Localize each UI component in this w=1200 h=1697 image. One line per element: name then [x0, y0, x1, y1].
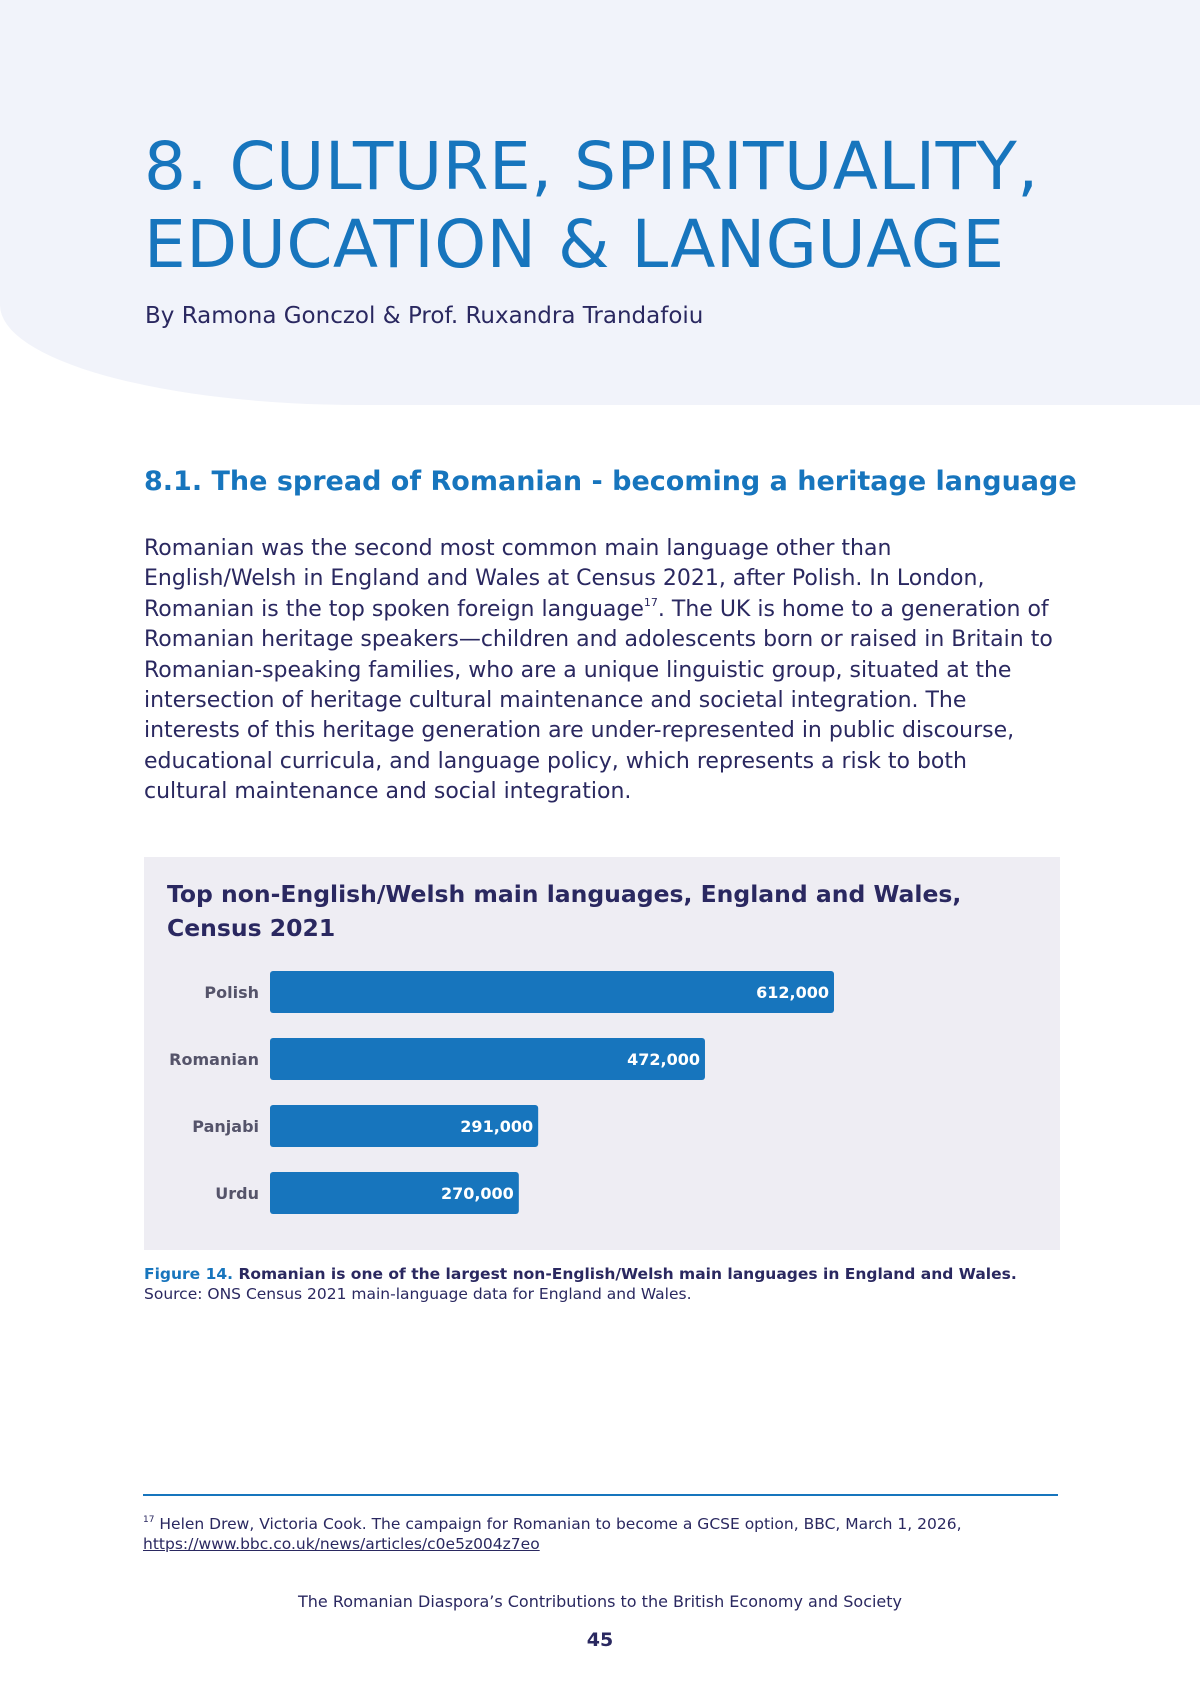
- paragraph-line-text: . The UK is home to a generation of: [657, 596, 1049, 622]
- category-label-panjabi: Panjabi: [192, 1117, 259, 1136]
- figure-caption-text: Romanian is one of the largest non-English/Welsh main languages in England and Wales.: [233, 1265, 1017, 1283]
- paragraph-line: Romanian heritage speakers—children and adolescents born or raised in Britain to: [144, 627, 1053, 653]
- section-heading: 8.1. The spread of Romanian - becoming a heritage language: [144, 466, 1077, 497]
- footnote-number: 17: [143, 1515, 155, 1525]
- footnote: [143, 1514, 1073, 1554]
- figure-source: Source: ONS Census 2021 main-language data for England and Wales.: [144, 1285, 692, 1303]
- paragraph-line: interests of this heritage generation are under-represented in public discourse,: [144, 718, 1015, 744]
- value-label-urdu: 270,000: [440, 1184, 514, 1203]
- category-label-urdu: Urdu: [215, 1184, 259, 1203]
- chart-panel: [144, 857, 1060, 1250]
- running-footer: The Romanian Diaspora’s Contributions to the British Economy and Society: [297, 1592, 903, 1611]
- footnote-link[interactable]: https://www.bbc.co.uk/news/articles/c0e5z004z7eo: [143, 1535, 540, 1553]
- paragraph-line: [144, 595, 1064, 625]
- paragraph-line-text: Romanian is the top spoken foreign language: [144, 596, 644, 622]
- paragraph-line: cultural maintenance and social integration.: [144, 779, 632, 805]
- figure-caption: [144, 1264, 1064, 1304]
- value-label-polish: 612,000: [756, 983, 829, 1002]
- value-label-romanian: 472,000: [627, 1050, 700, 1069]
- footnote-reference[interactable]: 17: [643, 595, 658, 609]
- value-label-panjabi: 291,000: [460, 1117, 534, 1136]
- chapter-title-line-1: 8. CULTURE, SPIRITUALITY,: [144, 128, 1039, 205]
- paragraph-line: English/Welsh in England and Wales at Census 2021, after Polish. In London,: [144, 566, 985, 592]
- section-paragraph: [144, 534, 1064, 808]
- chapter-title-line-2: EDUCATION & LANGUAGE: [144, 206, 1005, 283]
- footnote-divider: [143, 1494, 1058, 1496]
- category-label-polish: Polish: [204, 983, 259, 1002]
- footnote-text: Helen Drew, Victoria Cook. The campaign for Romanian to become a GCSE option, BBC, March 1, 2026,: [154, 1515, 962, 1533]
- bar-polish: [270, 971, 834, 1013]
- figure-label: Figure 14.: [144, 1265, 234, 1283]
- paragraph-line: Romanian-speaking families, who are a unique linguistic group, situated at the: [144, 657, 1012, 683]
- bar-chart: [144, 857, 1060, 1250]
- chapter-title: [144, 128, 1144, 284]
- category-label-romanian: Romanian: [169, 1050, 259, 1069]
- chart-title-line-1: Top non-English/Welsh main languages, England and Wales,: [167, 880, 962, 908]
- chart-title-line-2: Census 2021: [167, 914, 336, 942]
- chapter-authors: By Ramona Gonczol & Prof. Ruxandra Trandafoiu: [145, 303, 704, 329]
- paragraph-line: educational curricula, and language policy, which represents a risk to both: [144, 748, 967, 774]
- paragraph-line: intersection of heritage cultural maintenance and societal integration. The: [144, 688, 967, 714]
- paragraph-line: Romanian was the second most common main language other than: [144, 536, 892, 561]
- page-number: 45: [586, 1629, 614, 1651]
